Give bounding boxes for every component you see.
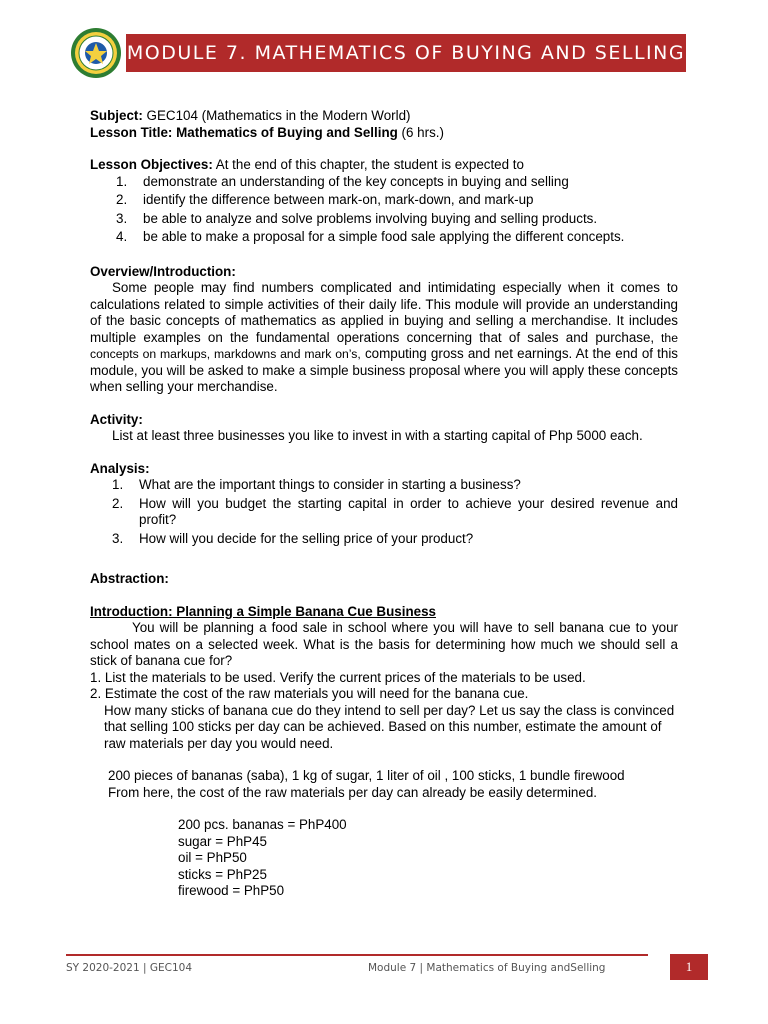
introduction-paragraph: You will be planning a food sale in school where you will have to sell banana cue to your school mates on a selected week. What is the basis for determining how much we should sell a stick of banana cue for? xyxy=(90,620,678,668)
introduction-heading: Introduction: Planning a Simple Banana Cue Business xyxy=(90,603,436,619)
module-title-banner xyxy=(126,34,686,72)
overview-heading: Overview/Introduction: xyxy=(90,263,236,279)
objectives-list xyxy=(90,174,678,246)
list-item: 3. be able to analyze and solve problems involving buying and selling products. xyxy=(116,210,598,226)
page-number: 1 xyxy=(670,954,708,980)
lesson-title-value: Mathematics of Buying and Selling xyxy=(176,124,398,140)
objectives-intro-text: At the end of this chapter, the student is expected to xyxy=(212,157,524,172)
cost-list xyxy=(90,817,678,900)
materials-list: 200 pieces of bananas (saba), 1 kg of sugar, 1 liter of oil , 100 sticks, 1 bundle firewood xyxy=(108,768,625,783)
list-item: 2. How will you budget the starting capital in order to achieve your desired revenue and profit? xyxy=(112,495,678,527)
footer-school-year: SY 2020-2021 | GEC104 xyxy=(66,962,193,974)
list-item: oil = PhP50 xyxy=(178,850,247,865)
list-item: 1. What are the important things to consider in starting a business? xyxy=(112,477,521,492)
abstraction-heading: Abstraction: xyxy=(90,571,169,586)
step-1: 1. List the materials to be used. Verify the current prices of the materials to be used. xyxy=(90,669,586,685)
analysis-list xyxy=(90,477,678,547)
subject-value: GEC104 (Mathematics in the Modern World) xyxy=(142,108,411,123)
document-body xyxy=(90,108,678,900)
list-item: 1. demonstrate an understanding of the key concepts in buying and selling xyxy=(116,173,569,189)
list-item: firewood = PhP50 xyxy=(178,883,285,898)
list-item: 2. identify the difference between mark-on, mark-down, and mark-up xyxy=(116,192,534,207)
list-item: 4. be able to make a proposal for a simple food sale applying the different concepts. xyxy=(116,229,625,244)
step-2: 2. Estimate the cost of the raw materials you will need for the banana cue. xyxy=(90,686,529,701)
activity-heading: Activity: xyxy=(90,411,143,427)
materials-note: From here, the cost of the raw materials per day can already be easily determined. xyxy=(108,784,597,800)
module-title: MODULE 7. MATHEMATICS OF BUYING AND SELLING xyxy=(126,42,686,64)
lesson-title-line xyxy=(90,125,678,142)
overview-paragraph: Some people may find numbers complicated and intimidating especially when it comes to calculations related to simple activities of their daily life. This module will provide an understanding of the basic concepts of mathematics as applied in buying and selling a merchandise. It includes multiple examples on the fundamental operations concerning that of sales and purchase, the concepts on markups, markdowns and mark on’s, computing gross and net earnings. At the end of this module, you will be asked to make a simple business proposal where you will apply these concepts when selling your merchandise. xyxy=(90,280,678,394)
analysis-heading: Analysis: xyxy=(90,460,150,476)
activity-text: List at least three businesses you like to invest in with a starting capital of Php 5000 each. xyxy=(112,428,643,443)
subject-line xyxy=(90,108,678,125)
objectives-intro xyxy=(90,157,678,174)
subject-label: Subject: xyxy=(90,108,143,123)
footer-module-title: Module 7 | Mathematics of Buying andSelling xyxy=(368,962,606,974)
list-item: 3. How will you decide for the selling price of your product? xyxy=(112,530,474,546)
lesson-title-label: Lesson Title: xyxy=(90,124,173,140)
lesson-title-hours: (6 hrs.) xyxy=(397,124,444,140)
objectives-label: Lesson Objectives: xyxy=(90,157,213,172)
list-item: sugar = PhP45 xyxy=(178,833,267,849)
step-2-detail: How many sticks of banana cue do they intend to sell per day? Let us say the class is convinced that selling 100 sticks per day can be achieved. Based on this number, estimate the amount of raw materials per day you would need. xyxy=(104,702,675,751)
footer-divider xyxy=(66,954,648,956)
list-item: sticks = PhP25 xyxy=(178,866,267,882)
university-seal-icon xyxy=(70,27,122,79)
list-item: 200 pcs. bananas = PhP400 xyxy=(178,817,347,832)
